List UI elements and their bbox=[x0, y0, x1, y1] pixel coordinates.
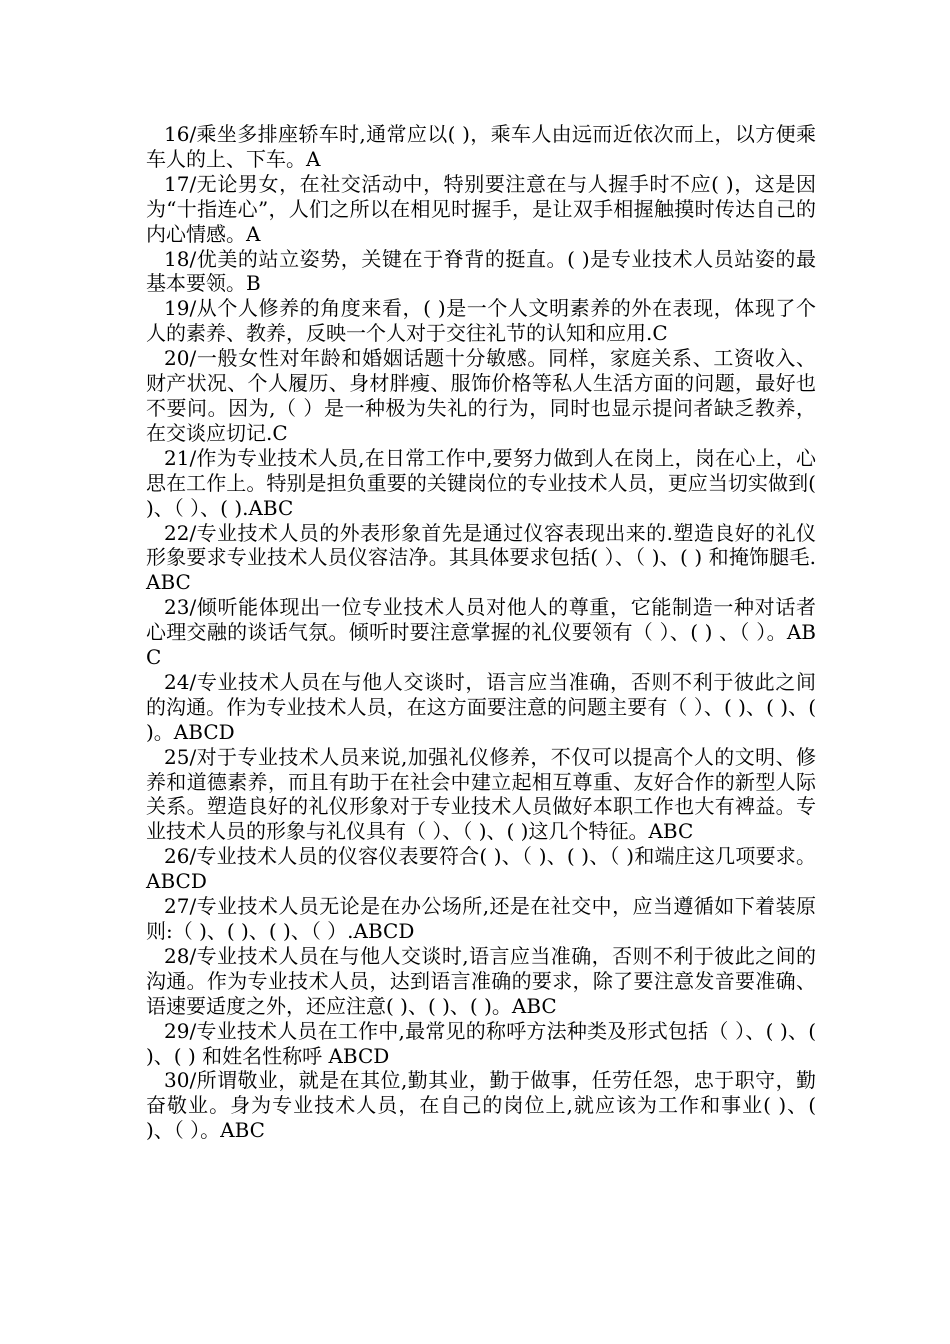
question-list bbox=[146, 122, 816, 1143]
question-22: 22/专业技术人员的外表形象首先是通过仪容表现出来的.塑造良好的礼仪形象要求专业技术人员仪容洁净。其具体要求包括( ）、（ )、( ) 和掩饰腿毛.ABC bbox=[146, 520, 816, 595]
question-21: 21/作为专业技术人员,在日常工作中,要努力做到人在岗上，岗在心上，心思在工作上。特别是担负重要的关键岗位的专业技术人员，更应当切实做到( )、（ ）、( ).ABC bbox=[146, 445, 816, 520]
question-16: 16/乘坐多排座轿车时,通常应以( )，乘车人由远而近依次而上，以方便乘车人的上、下车。A bbox=[146, 122, 816, 171]
question-26: 26/专业技术人员的仪容仪表要符合( )、（ )、( )、（ )和端庄这几项要求。ABCD bbox=[146, 844, 816, 894]
question-28: 28/专业技术人员在与他人交谈时,语言应当准确，否则不利于彼此之间的沟通。作为专业技术人员，达到语言准确的要求，除了要注意发音要准确、语速要适度之外，还应注意( )、( )、( )。ABC bbox=[146, 943, 816, 1018]
question-23: 23/倾听能体现出一位专业技术人员对他人的尊重，它能制造一种对话者心理交融的谈话气氛。倾听时要注意掌握的礼仪要领有（ ）、( ) 、（ ）。ABC bbox=[146, 595, 816, 670]
question-18: 18/优美的站立姿势，关键在于脊背的挺直。( )是专业技术人员站姿的最基本要领。B bbox=[146, 246, 816, 296]
question-24: 24/专业技术人员在与他人交谈时，语言应当准确，否则不利于彼此之间的沟通。作为专业技术人员，在这方面要注意的问题主要有（ ）、( )、( )、( )。ABCD bbox=[146, 669, 816, 744]
question-29: 29/专业技术人员在工作中,最常见的称呼方法种类及形式包括（ ）、( )、( )、( ) 和姓名性称呼 ABCD bbox=[146, 1018, 816, 1068]
question-17: 17/无论男女，在社交活动中，特别要注意在与人握手时不应( )，这是因为“十指连心”，人们之所以在相见时握手，是让双手相握触摸时传达自己的内心情感。A bbox=[146, 171, 816, 246]
question-20: 20/一般女性对年龄和婚姻话题十分敏感。同样，家庭关系、工资收入、财产状况、个人履历、身材胖瘦、服饰价格等私人生活方面的问题，最好也不要问。因为,（ ）是一种极为失礼的行为，同时也显示提问者缺乏教养，在交谈应切记.C bbox=[146, 346, 816, 445]
question-27: 27/专业技术人员无论是在办公场所,还是在社交中，应当遵循如下着装原则:（ )、( )、( )、（ ）.ABCD bbox=[146, 894, 816, 943]
question-25: 25/对于专业技术人员来说,加强礼仪修养，不仅可以提高个人的文明、修养和道德素养，而且有助于在社会中建立起相互尊重、友好合作的新型人际关系。塑造良好的礼仪形象对于专业技术人员做好本职工作也大有裨益。专业技术人员的形象与礼仪具有（ ）、（ )、( )这几个特征。ABC bbox=[146, 744, 816, 844]
question-19: 19/从个人修养的角度来看，( )是一个人文明素养的外在表现，体现了个人的素养、教养，反映一个人对于交往礼节的认知和应用.C bbox=[146, 296, 816, 346]
question-30: 30/所谓敬业，就是在其位,勤其业，勤于做事，任劳任怨，忠于职守，勤奋敬业。身为专业技术人员，在自己的岗位上,就应该为工作和事业( )、( )、（ ）。ABC bbox=[146, 1068, 816, 1143]
